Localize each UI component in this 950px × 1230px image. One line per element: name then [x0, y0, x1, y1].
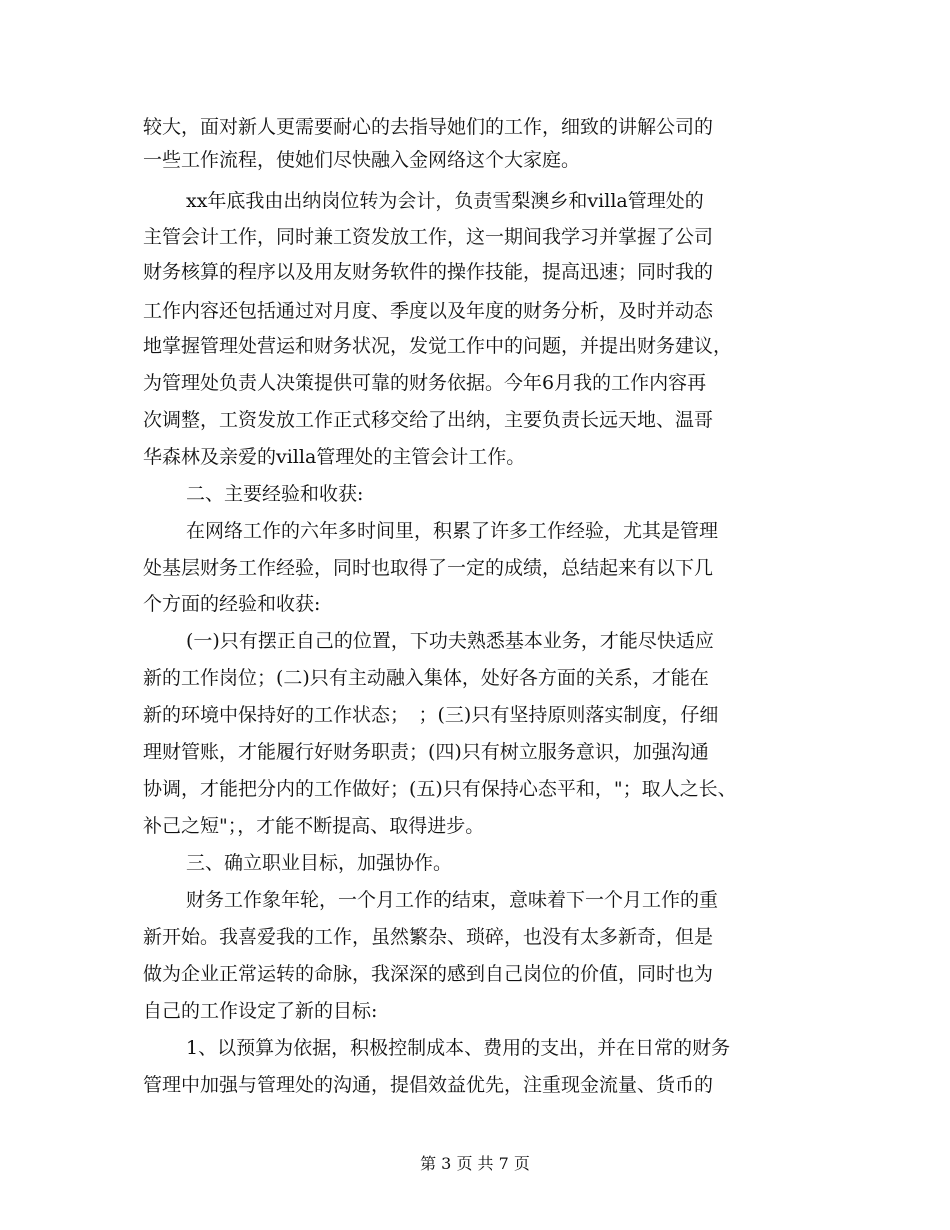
text-line: 财务工作象年轮，一个月工作的结束，意味着下一个月工作的重	[186, 889, 719, 911]
section-heading: 二、主要经验和收获:	[186, 483, 364, 505]
page-number-footer: 第 3 页 共 7 页	[420, 1154, 530, 1173]
text-line: 新的工作岗位；(二)只有主动融入集体，处好各方面的关系，才能在	[143, 667, 709, 689]
text-line: 管理中加强与管理处的沟通，提倡效益优先，注重现金流量、货币的	[143, 1074, 714, 1096]
text-line: 1、以预算为依据，积极控制成本、费用的支出，并在日常的财务	[186, 1037, 731, 1059]
text-line: 在网络工作的六年多时间里，积累了许多工作经验，尤其是管理	[186, 520, 719, 542]
text-line: 为管理处负责人决策提供可靠的财务依据。今年6月我的工作内容再	[143, 372, 707, 394]
text-line: (一)只有摆正自己的位置，下功夫熟悉基本业务，才能尽快适应	[186, 630, 714, 652]
text-line: 个方面的经验和收获:	[143, 593, 321, 615]
text-line: 较大，面对新人更需要耐心的去指导她们的工作，细致的讲解公司的	[143, 116, 714, 138]
section-heading: 三、确立职业目标，加强协作。	[186, 852, 453, 874]
text-line: 新开始。我喜爱我的工作，虽然繁杂、琐碎，也没有太多新奇，但是	[143, 926, 714, 948]
text-line: 自己的工作设定了新的目标:	[143, 1000, 378, 1022]
text-line: 协调，才能把分内的工作做好；(五)只有保持心态平和，"；取人之长、	[143, 778, 737, 800]
text-line: 补己之短"；，才能不断提高、取得进步。	[143, 815, 485, 837]
text-line: 处基层财务工作经验，同时也取得了一定的成绩，总结起来有以下几	[143, 557, 714, 579]
text-line: xx年底我由出纳岗位转为会计，负责雪梨澳乡和villa管理处的	[186, 190, 704, 212]
text-line: 新的环境中保持好的工作状态； ；(三)只有坚持原则落实制度，仔细	[143, 704, 719, 726]
text-line: 做为企业正常运转的命脉，我深深的感到自己岗位的价值，同时也为	[143, 963, 714, 985]
text-line: 理财管账，才能履行好财务职责；(四)只有树立服务意识，加强沟通	[143, 741, 709, 763]
text-line: 次调整，工资发放工作正式移交给了出纳，主要负责长远天地、温哥	[143, 409, 714, 431]
text-line: 一些工作流程，使她们尽快融入金网络这个大家庭。	[143, 149, 581, 171]
text-line: 财务核算的程序以及用友财务软件的操作技能，提高迅速；同时我的	[143, 261, 714, 283]
text-line: 华森林及亲爱的villa管理处的主管会计工作。	[143, 446, 526, 468]
text-line: 地掌握管理处营运和财务状况，发觉工作中的问题，并提出财务建议，	[143, 335, 733, 357]
text-line: 工作内容还包括通过对月度、季度以及年度的财务分析，及时并动态	[143, 300, 714, 322]
text-line: 主管会计工作，同时兼工资发放工作，这一期间我学习并掌握了公司	[143, 226, 714, 248]
